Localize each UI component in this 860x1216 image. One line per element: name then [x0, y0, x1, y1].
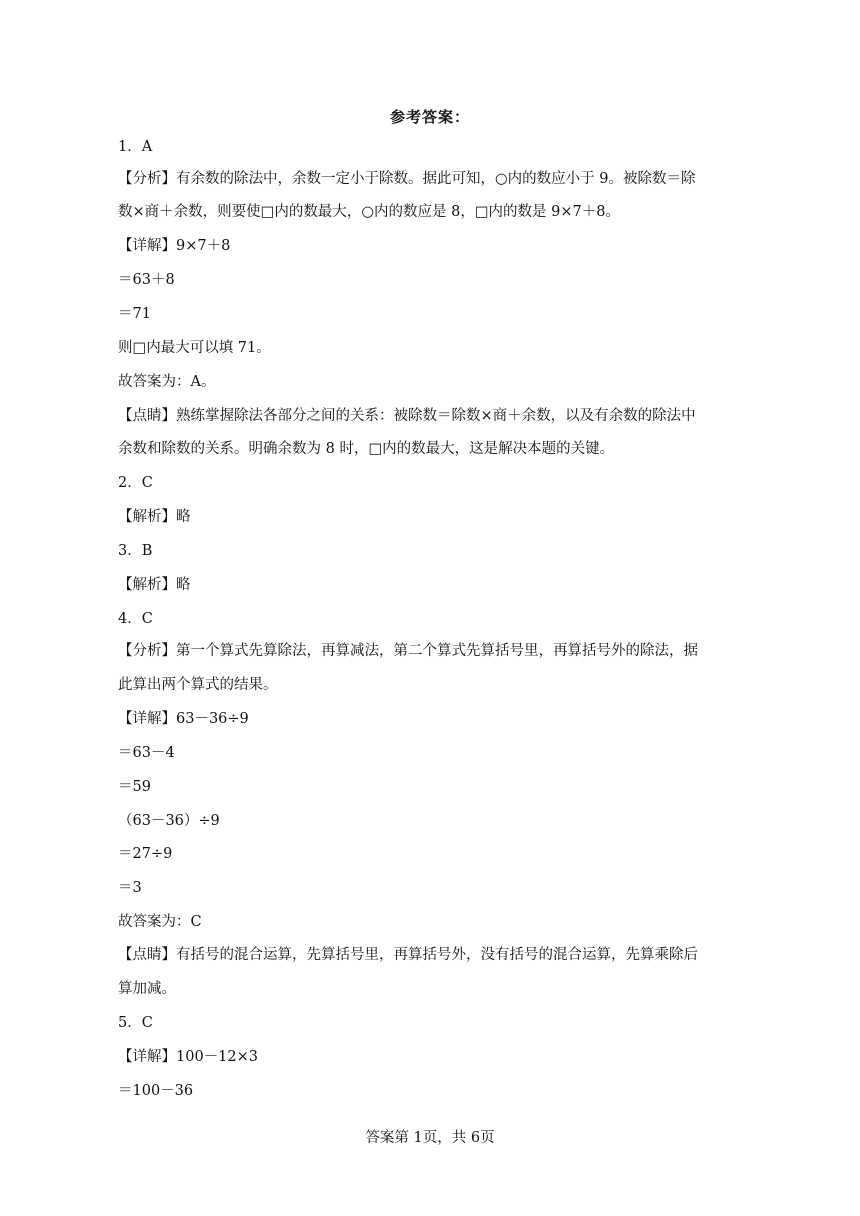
answer-line: 【详解】100－12×3	[118, 1049, 259, 1065]
page-footer: 答案第 1页，共 6页	[365, 1130, 495, 1146]
answer-line: 1．A	[118, 139, 153, 155]
answer-line: 【分析】有余数的除法中，余数一定小于除数。据此可知，○内的数应小于 9。被除数＝除	[118, 171, 696, 187]
answer-line: 则□内最大可以填 71。	[118, 340, 271, 356]
answer-line: 算加减。	[118, 981, 176, 997]
answer-line: 故答案为：A。	[118, 374, 216, 390]
answer-line: 【点睛】有括号的混合运算，先算括号里，再算括号外，没有括号的混合运算，先算乘除后	[118, 947, 698, 963]
answer-line: 数×商＋余数，则要使□内的数最大，○内的数应是 8，□内的数是 9×7＋8。	[118, 204, 620, 220]
answer-line: 【详解】9×7＋8	[118, 238, 231, 254]
answer-line: 余数和除数的关系。明确余数为 8 时，□内的数最大，这是解决本题的关键。	[118, 441, 615, 457]
answer-line: 【点睛】熟练掌握除法各部分之间的关系：被除数＝除数×商＋余数，以及有余数的除法中	[118, 408, 696, 424]
answer-line: ＝63＋8	[118, 272, 175, 288]
answer-line: 故答案为：C	[118, 914, 202, 930]
answer-line: 4．C	[118, 611, 153, 627]
answer-line: 【详解】63－36÷9	[118, 711, 249, 727]
answer-line: ＝71	[118, 306, 151, 322]
answer-line: ＝100－36	[118, 1083, 194, 1099]
page-title: 参考答案：	[389, 108, 470, 126]
answer-line: 【分析】第一个算式先算除法，再算减法，第二个算式先算括号里，再算括号外的除法，据	[118, 643, 698, 659]
answer-line: 3．B	[118, 543, 153, 559]
answer-line: ＝3	[118, 880, 142, 896]
answer-line: 此算出两个算式的结果。	[118, 677, 278, 693]
answer-line: ＝59	[118, 779, 151, 795]
answer-line: 5．C	[118, 1015, 153, 1031]
answer-line: 2．C	[118, 475, 153, 491]
answer-line: 【解析】略	[118, 509, 191, 525]
answer-line: ＝27÷9	[118, 846, 173, 862]
answer-line: ＝63－4	[118, 745, 175, 761]
answer-line: 【解析】略	[118, 577, 191, 593]
answer-line: （63－36）÷9	[118, 813, 220, 829]
